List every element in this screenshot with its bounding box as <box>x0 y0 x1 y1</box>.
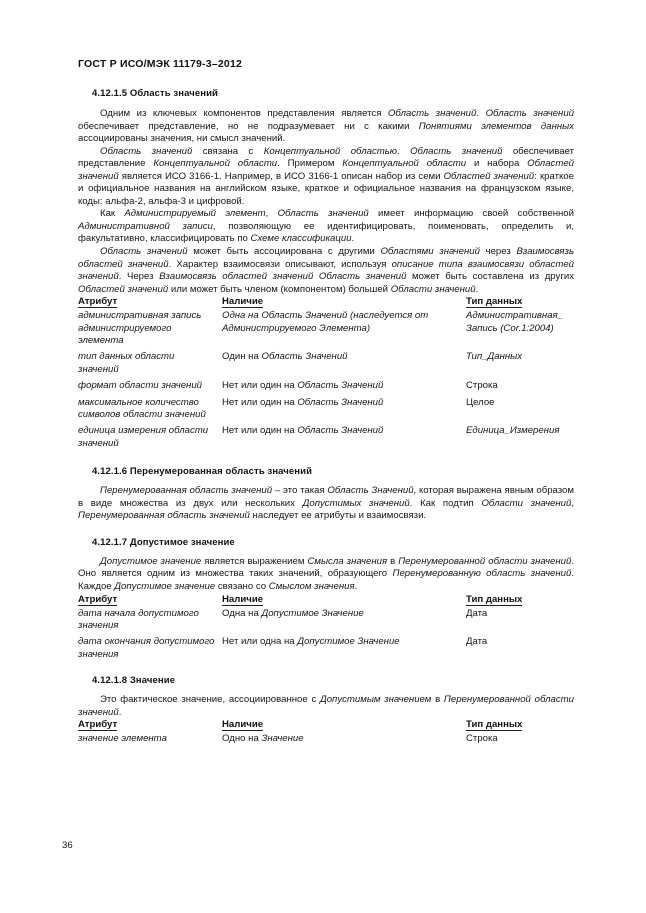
section-heading-block-4-12-1-5 <box>92 88 574 99</box>
section-body-4-12-1-5 <box>78 108 574 296</box>
section-heading-4-12-1-5: 4.12.1.5 Область значений <box>92 88 218 99</box>
section-body-4-12-1-8 <box>78 694 574 719</box>
attributes-table-value <box>78 719 574 747</box>
column-header-attribute: Атрибут <box>78 593 118 605</box>
table-header-row <box>78 719 574 732</box>
cell-presence: Нет или одна на Допустимое Значение <box>222 636 400 648</box>
cell-presence: Нет или один на Область Значений <box>222 380 384 392</box>
cell-attribute: максимальное количество символов области значений <box>78 396 206 421</box>
cell-datatype: Строка <box>466 380 498 392</box>
cell-datatype: Тип_Данных <box>466 351 522 363</box>
cell-presence: Одно на Значение <box>222 733 304 745</box>
column-header-datatype: Тип данных <box>466 593 523 605</box>
page-number: 36 <box>62 840 73 851</box>
cell-presence: Один на Область Значений <box>222 351 348 363</box>
table-row <box>78 349 574 378</box>
column-header-datatype: Тип данных <box>466 719 523 731</box>
section-body-4-12-1-6 <box>78 485 574 523</box>
column-header-datatype: Тип данных <box>466 296 523 308</box>
column-header-attribute: Атрибут <box>78 296 118 308</box>
table-header-row <box>78 296 574 309</box>
paragraph: Допустимое значение является выражением Смысла значения в Перенумерованной области значений. Оно является одним из множества таких значений, образующего Перенумерованную область значений. Каждое Допустимое значение связано со Смыслом значения. <box>78 555 575 592</box>
section-heading-block-4-12-1-6 <box>92 466 574 477</box>
table-row <box>78 607 574 635</box>
attributes-table-value-domain <box>78 296 574 452</box>
cell-datatype: Дата <box>466 607 488 619</box>
cell-datatype: Строка <box>466 733 498 745</box>
column-header-attribute: Атрибут <box>78 719 118 731</box>
cell-attribute: административная запись администрируемого элемента <box>78 310 202 347</box>
cell-attribute: дата начала допустимого значения <box>78 607 199 631</box>
attributes-table-permissible-value <box>78 594 574 664</box>
cell-datatype: Единица_Измерения <box>466 425 560 437</box>
cell-presence: Нет или один на Область Значений <box>222 396 384 408</box>
column-header-presence: Наличие <box>222 296 264 308</box>
table-row <box>78 732 574 747</box>
table-row <box>78 634 574 663</box>
page-header: ГОСТ Р ИСО/МЭК 11179-3–2012 <box>78 58 243 70</box>
cell-attribute: значение элемента <box>78 733 167 745</box>
paragraph: Это фактическое значение, ассоциированное с Допустимым значением в Перенумерованной области значений. <box>78 694 574 718</box>
section-heading-block-4-12-1-8 <box>92 675 574 686</box>
table-row <box>78 309 574 349</box>
column-header-presence: Наличие <box>222 593 264 605</box>
column-header-presence: Наличие <box>222 719 264 731</box>
section-heading-4-12-1-8: 4.12.1.8 Значение <box>92 675 176 687</box>
cell-presence: Нет или один на Область Значений <box>222 425 384 437</box>
cell-attribute: тип данных области значений <box>78 351 175 375</box>
table-header-row <box>78 594 574 607</box>
document-body <box>78 88 574 748</box>
paragraph: Как Администрируемый элемент, Область значений имеет информацию своей собственной Административной записи, позволяющую ее идентифицировать, поименовать, определить и, факультативно, классифицировать по Схеме классификации. <box>78 208 574 245</box>
paragraph: Одним из ключевых компонентов представления является Область значений. Область значений обеспечивает представление, но не подразумевает ни с какими Понятиями элементов данных ассоциированы значения, ни смысл значений. <box>78 108 574 145</box>
paragraph: Перенумерованная область значений – это такая Область Значений, которая выражена явным образом в виде множества из двух или нескольких Допустимых значений. Как подтип Области значений, Перенумерованная область значений наследует ее атрибуты и взаимосвязи. <box>78 485 574 522</box>
section-body-4-12-1-7 <box>78 556 574 594</box>
section-heading-block-4-12-1-7 <box>92 537 574 548</box>
cell-presence: Одна на Допустимое Значение <box>222 607 364 619</box>
paragraph: Область значений может быть ассоциирована с другими Областями значений через Взаимосвязь областей значений. Характер взаимосвязи описывают, используя описание типа взаимосвязи областей значений. Через Взаимосвязь областей значений Область значений может быть составлена из других Областей значений или может быть членом (компонентом) большей Области значений. <box>78 246 575 295</box>
cell-presence: Одна на Область Значений (наследуется от Администрируемого Элемента) <box>222 310 429 334</box>
table-row <box>78 378 574 394</box>
cell-datatype: Целое <box>466 396 495 408</box>
table-row <box>78 395 574 424</box>
cell-attribute: единица измерения области значений <box>78 425 209 449</box>
cell-datatype: Административная_ Запись (Cor.1:2004) <box>466 310 563 334</box>
cell-attribute: формат области значений <box>78 380 202 392</box>
cell-attribute: дата окончания допустимого значения <box>78 636 215 660</box>
section-heading-4-12-1-7: 4.12.1.7 Допустимое значение <box>92 536 235 548</box>
section-heading-4-12-1-6: 4.12.1.6 Перенумерованная область значений <box>92 466 313 478</box>
paragraph: Область значений связана с Концептуальной областью. Область значений обеспечивает представление Концептуальной области. Примером Концептуальной области и набора Областей значений является ИСО 3166-1. Например, в ИСО 3166-1 описан набор из семи Областей значений: краткое и официальное названия на английском языке, краткое и официальное названия на французском языке, коды: альфа-2, альфа-3 и цифровой. <box>78 145 575 207</box>
table-row <box>78 423 574 452</box>
cell-datatype: Дата <box>466 636 488 648</box>
